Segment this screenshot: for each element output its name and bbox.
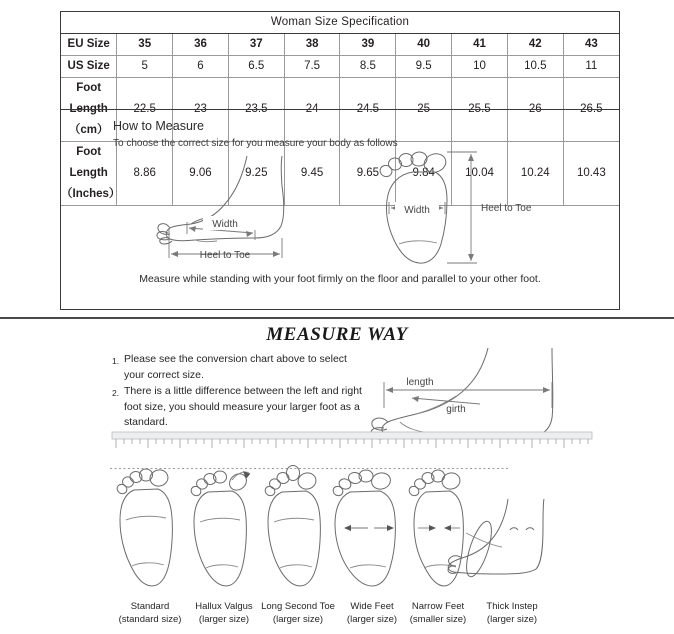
foot-type-name: Hallux Valgus: [195, 601, 253, 612]
cell-cm-2: 23.5: [228, 78, 284, 142]
footprint-hallux-valgus: [186, 468, 258, 590]
cell-us-6: 10: [452, 56, 508, 78]
cell-eu-6: 41: [452, 34, 508, 56]
cell-cm-1: 23: [173, 78, 229, 142]
cell-cm-6: 25.5: [452, 78, 508, 142]
list-item: [112, 384, 362, 431]
cell-eu-2: 37: [228, 34, 284, 56]
row-label-foot-length-inches: Foot Length（Inches）: [61, 142, 117, 206]
cell-us-4: 8.5: [340, 56, 396, 78]
cell-eu-0: 35: [117, 34, 173, 56]
footprint-standard: [112, 468, 184, 590]
cell-us-1: 6: [173, 56, 229, 78]
cell-us-2: 6.5: [228, 56, 284, 78]
cell-eu-1: 36: [173, 34, 229, 56]
table-title-row: [61, 12, 619, 34]
foot-type-size-note: (larger size): [486, 614, 538, 625]
foot-type-size-note: (larger size): [346, 614, 398, 625]
foot-type-size-note: (larger size): [272, 614, 324, 625]
cell-us-7: 10.5: [507, 56, 563, 78]
top-view-length-label: Heel to Toe: [481, 203, 532, 214]
length-label: length: [406, 377, 434, 388]
how-to-measure-note: Measure while standing with your foot firmly on the floor and parallel to your other foot.: [139, 273, 541, 285]
step-number: 1.: [112, 356, 120, 366]
cell-in-4: 9.65: [340, 142, 396, 206]
cell-us-0: 5: [117, 56, 173, 78]
cell-eu-4: 39: [340, 34, 396, 56]
row-label-foot-length-cm: Foot Length（cm）: [61, 78, 117, 142]
cell-us-5: 9.5: [396, 56, 452, 78]
side-view-width-label: Width: [212, 219, 238, 230]
measure-way-steps: [112, 352, 362, 432]
cell-in-2: 9.25: [228, 142, 284, 206]
foot-type-name: Standard: [130, 601, 170, 612]
cell-cm-0: 22.5: [117, 78, 173, 142]
cell-eu-5: 40: [396, 34, 452, 56]
foot-type-size-note: (smaller size): [409, 614, 467, 625]
cell-in-1: 9.06: [173, 142, 229, 206]
row-label-eu-size: EU Size: [61, 34, 117, 56]
foot-type-name: Long Second Toe: [261, 601, 335, 612]
cell-cm-7: 26: [507, 78, 563, 142]
row-label-us-size: US Size: [61, 56, 117, 78]
ruler-illustration: [112, 432, 592, 450]
table-title: Woman Size Specification: [61, 12, 619, 34]
how-to-measure-section: [61, 109, 619, 309]
cell-in-3: 9.45: [284, 142, 340, 206]
top-view-foot-diagram: [351, 144, 561, 274]
table-row: [61, 56, 619, 78]
how-to-measure-title: How to Measure: [113, 119, 205, 133]
cell-eu-7: 42: [507, 34, 563, 56]
cell-in-8: 10.43: [563, 142, 619, 206]
cell-eu-3: 38: [284, 34, 340, 56]
section-divider: [0, 317, 674, 319]
foot-type-size-note: (standard size): [118, 614, 182, 625]
foot-type-name: Thick Instep: [486, 601, 538, 612]
cell-in-6: 10.04: [452, 142, 508, 206]
foot-type-size-note: (larger size): [198, 614, 250, 625]
side-view-length-label: Heel to Toe: [199, 250, 251, 261]
side-view-foot-diagram: [151, 154, 351, 274]
measure-way-title: MEASURE WAY: [266, 324, 408, 345]
cell-in-7: 10.24: [507, 142, 563, 206]
foot-type-label-thick-instep: [464, 600, 560, 626]
thick-instep-diagram: [446, 497, 576, 597]
girth-label: girth: [446, 404, 466, 415]
footprint-long-second-toe: [260, 468, 332, 590]
cell-cm-5: 25: [396, 78, 452, 142]
cell-cm-8: 26.5: [563, 78, 619, 142]
table-row: [61, 34, 619, 56]
size-specification-panel: [60, 11, 620, 310]
cell-in-0: 8.86: [117, 142, 173, 206]
cell-cm-4: 24.5: [340, 78, 396, 142]
footprint-wide-feet: [330, 468, 410, 590]
cell-in-5: 9.84: [396, 142, 452, 206]
foot-type-name: Narrow Feet: [411, 601, 465, 612]
cell-us-3: 7.5: [284, 56, 340, 78]
list-item: [112, 352, 362, 383]
how-to-measure-subtitle: To choose the correct size for you measure your body as follows: [113, 138, 398, 149]
step-number: 2.: [112, 388, 120, 399]
cell-cm-3: 24: [284, 78, 340, 142]
cell-eu-8: 43: [563, 34, 619, 56]
top-view-width-label: Width: [404, 205, 430, 216]
step-text: There is a little difference between the left and right foot size, you should measure your larger foot as a standard.: [124, 385, 362, 429]
cell-us-8: 11: [563, 56, 619, 78]
step-text: Please see the conversion chart above to select your correct size.: [124, 353, 347, 381]
foot-type-name: Wide Feet: [350, 601, 394, 612]
